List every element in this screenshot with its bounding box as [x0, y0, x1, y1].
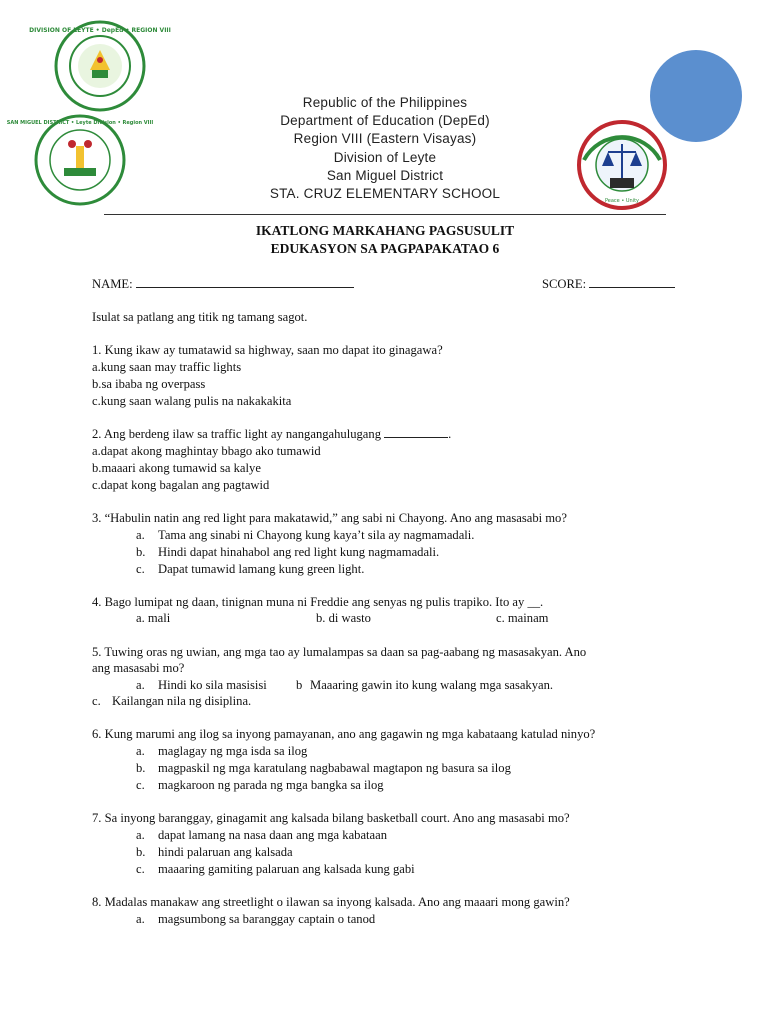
question-5-choice-b	[296, 678, 553, 693]
question-6-stem: 6. Kung marumi ang ilog sa inyong pamayanan, ano ang gagawin ng mga kabataang katulad ninyo?	[92, 727, 596, 741]
question-2-choice-a: a.dapat akong maghintay bbago ako tumawid	[92, 444, 321, 458]
san-miguel-district-logo	[6, 112, 154, 208]
school-logo	[576, 120, 668, 210]
question-6-text-c: magkaroon ng parada ng mga bangka sa ilog	[158, 778, 384, 792]
question-5-choice-a	[136, 678, 267, 693]
header-region: Region VIII (Eastern Visayas)	[293, 131, 477, 147]
header-district: San Miguel District	[326, 167, 444, 183]
question-5-text-b: Maaaring gawin ito kung walang mga sasakyan.	[310, 678, 554, 692]
question-3-choice-c	[136, 562, 364, 577]
question-4-choice-b: b. di wasto	[316, 611, 371, 625]
school-header	[230, 94, 540, 203]
question-7-text-a: dapat lamang na nasa daan ang mga kabataan	[158, 828, 388, 842]
question-5-letter-b: b	[296, 678, 303, 692]
question-7-choice-a	[136, 828, 387, 843]
question-5-stem-cont: ang masasabi mo?	[92, 661, 185, 675]
question-3-letter-c: c.	[136, 562, 145, 576]
school-logo-text: Peace • Unity	[604, 198, 640, 204]
header-republic: Republic of the Philippines	[302, 95, 468, 110]
question-7-text-c: maaaring gamiting palaruan ang kalsada kung gabi	[158, 862, 415, 876]
score-blank	[589, 278, 675, 288]
question-3-choice-b	[136, 545, 439, 560]
question-3-letter-b: b.	[136, 545, 146, 559]
question-3-letter-a: a.	[136, 528, 145, 542]
question-1-stem: 1. Kung ikaw ay tumatawid sa highway, saan mo dapat ito ginagawa?	[92, 343, 443, 357]
question-3-text-b: Hindi dapat hinahabol ang red light kung nagmamadali.	[158, 545, 440, 559]
question-3-choice-a	[136, 528, 474, 543]
question-8-choice-a	[136, 912, 375, 927]
question-7-stem: 7. Sa inyong baranggay, ginagamit ang kalsada bilang basketball court. Ano ang masasabi mo?	[92, 811, 570, 825]
exam-title: IKATLONG MARKAHANG PAGSUSULIT	[255, 223, 515, 238]
question-7-letter-a: a.	[136, 828, 145, 842]
question-6-choice-c	[136, 778, 384, 793]
score-label: SCORE:	[542, 277, 587, 291]
question-2-stem-text: 2. Ang berdeng ilaw sa traffic light ay nangangahulugang	[92, 427, 381, 441]
question-8-text-a: magsumbong sa baranggay captain o tanod	[158, 912, 376, 926]
header-deped: Department of Education (DepEd)	[280, 113, 490, 129]
name-field	[92, 277, 354, 292]
question-7-letter-b: b.	[136, 845, 146, 859]
decorative-blue-circle	[650, 50, 742, 142]
question-6-text-a: maglagay ng mga isda sa ilog	[158, 744, 308, 758]
question-6-letter-c: c.	[136, 778, 145, 792]
exam-subject: EDUKASYON SA PAGPAPAKATAO 6	[270, 241, 500, 256]
question-2-stem	[92, 427, 451, 442]
question-4-choice-c: c. mainam	[496, 611, 549, 625]
question-4-choice-a: a. mali	[136, 611, 171, 625]
question-5-stem: 5. Tuwing oras ng uwian, ang mga tao ay lumalampas sa daan sa pag-aabang ng masasakyan. Ano	[92, 645, 587, 659]
name-label: NAME:	[92, 277, 133, 291]
division-of-leyte-logo	[29, 20, 171, 112]
question-3-text-c: Dapat tumawid lamang kung green light.	[158, 562, 365, 576]
question-7-text-b: hindi palaruan ang kalsada	[158, 845, 293, 859]
question-1-choice-c: c.kung saan walang pulis na nakakakita	[92, 394, 292, 408]
question-7-letter-c: c.	[136, 862, 145, 876]
header-school: STA. CRUZ ELEMENTARY SCHOOL	[269, 186, 501, 202]
question-2-choice-b: b.maaari akong tumawid sa kalye	[92, 461, 261, 475]
name-blank	[136, 278, 354, 288]
question-5-choice-c	[92, 694, 251, 709]
question-6-letter-b: b.	[136, 761, 146, 775]
question-8-stem: 8. Madalas manakaw ang streetlight o ilawan sa inyong kalsada. Ano ang maaari mong gawin?	[92, 895, 570, 909]
division-logo-text: DIVISION OF LEYTE • DepEd • REGION VIII	[29, 27, 171, 34]
question-6-text-b: magpaskil ng mga karatulang nagbabawal magtapon ng basura sa ilog	[158, 761, 511, 775]
question-1-choice-b: b.sa ibaba ng overpass	[92, 377, 206, 391]
question-8-letter-a: a.	[136, 912, 145, 926]
question-4-stem: 4. Bago lumipat ng daan, tinignan muna ni Freddie ang senyas ng pulis trapiko. Ito ay __.	[92, 595, 544, 609]
header-division: Division of Leyte	[333, 149, 437, 165]
district-logo-text: SAN MIGUEL DISTRICT • Leyte Division • Region VIII	[6, 120, 154, 126]
header-divider	[104, 214, 666, 215]
question-5-text-a: Hindi ko sila masisisi	[158, 678, 267, 692]
question-6-choice-a	[136, 744, 307, 759]
question-5-text-c: Kailangan nila ng disiplina.	[112, 694, 252, 708]
question-6-letter-a: a.	[136, 744, 145, 758]
question-7-choice-c	[136, 862, 415, 877]
question-5-letter-a: a.	[136, 678, 145, 692]
question-6-choice-b	[136, 761, 511, 776]
question-2-choice-c: c.dapat kong bagalan ang pagtawid	[92, 478, 270, 492]
question-3-text-a: Tama ang sinabi ni Chayong kung kaya’t sila ay nagmamadali.	[158, 528, 475, 542]
question-5-letter-c: c.	[92, 694, 101, 708]
question-2-stem-end: .	[448, 427, 452, 441]
instructions: Isulat sa patlang ang titik ng tamang sagot.	[92, 310, 308, 324]
question-1-choice-a: a.kung saan may traffic lights	[92, 360, 242, 374]
score-field	[542, 277, 675, 292]
question-3-stem: 3. “Habulin natin ang red light para makatawid,” ang sabi ni Chayong. Ano ang masasabi mo?	[92, 511, 567, 525]
question-2-blank	[384, 428, 448, 438]
question-7-choice-b	[136, 845, 293, 860]
